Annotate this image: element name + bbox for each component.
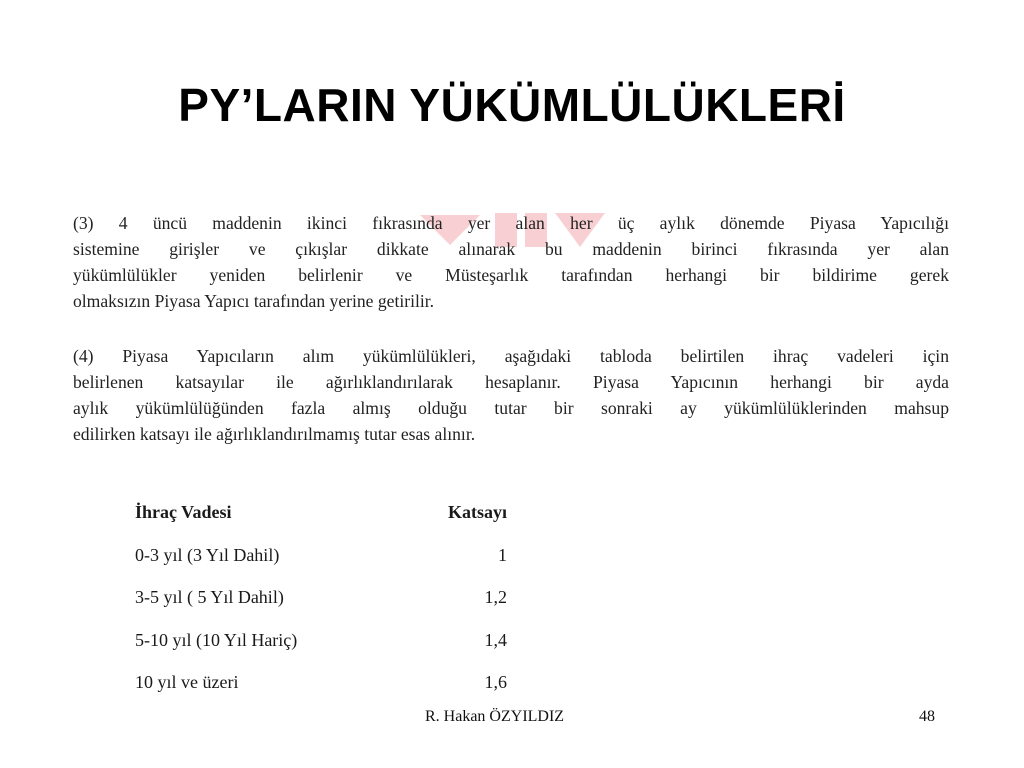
maturity-cell: 5-10 yıl (10 Yıl Hariç) [135,629,298,650]
slide-title: PY’LARIN YÜKÜMLÜLÜKLERİ [178,79,846,131]
header-coefficient: Katsayı [447,502,507,522]
table-header-row [135,502,507,545]
paragraph-line: yükümlülükler yeniden belirlenir ve Müsteşarlık tarafından herhangi bir bildirime gerek [73,265,949,285]
paragraph-line: olmaksızın Piyasa Yapıcı tarafından yerine getirilir. [73,291,435,311]
coefficient-table [135,502,507,715]
coefficient-cell: 1,6 [484,672,507,692]
paragraph-line: belirlenen katsayılar ile ağırlıklandırılarak hesaplanır. Piyasa Yapıcının herhangi bir ayda [73,372,949,392]
page-number: 48 [919,708,935,725]
maturity-cell: 10 yıl ve üzeri [135,672,239,692]
paragraph-3 [73,210,949,314]
maturity-cell: 0-3 yıl (3 Yıl Dahil) [135,544,280,565]
paragraph-line: sistemine girişler ve çıkışlar dikkate alınarak bu maddenin birinci fıkrasında yer alan [73,239,949,259]
paragraph-line: edilirken katsayı ile ağırlıklandırılmamış tutar esas alınır. [73,424,476,444]
coefficient-cell: 1 [498,544,507,565]
paragraph-line: (3) 4 üncü maddenin ikinci fıkrasında yer alan her üç aylık dönemde Piyasa Yapıcılığı [73,213,949,233]
maturity-cell: 3-5 yıl ( 5 Yıl Dahil) [135,587,284,607]
table-row [135,545,507,588]
header-maturity: İhraç Vadesi [135,502,232,522]
table-row [135,630,507,673]
paragraph-line: (4) Piyasa Yapıcıların alım yükümlülükleri, aşağıdaki tabloda belirtilen ihraç vadeleri için [73,346,949,366]
footer-author: R. Hakan ÖZYILDIZ [425,708,565,725]
coefficient-cell: 1,4 [484,629,507,650]
table-row [135,587,507,630]
coefficient-cell: 1,2 [484,587,507,607]
paragraph-4 [73,343,949,447]
paragraph-line: aylık yükümlülüğünden fazla almış olduğu tutar bir sonraki ay yükümlülüklerinden mahsup [73,398,949,418]
